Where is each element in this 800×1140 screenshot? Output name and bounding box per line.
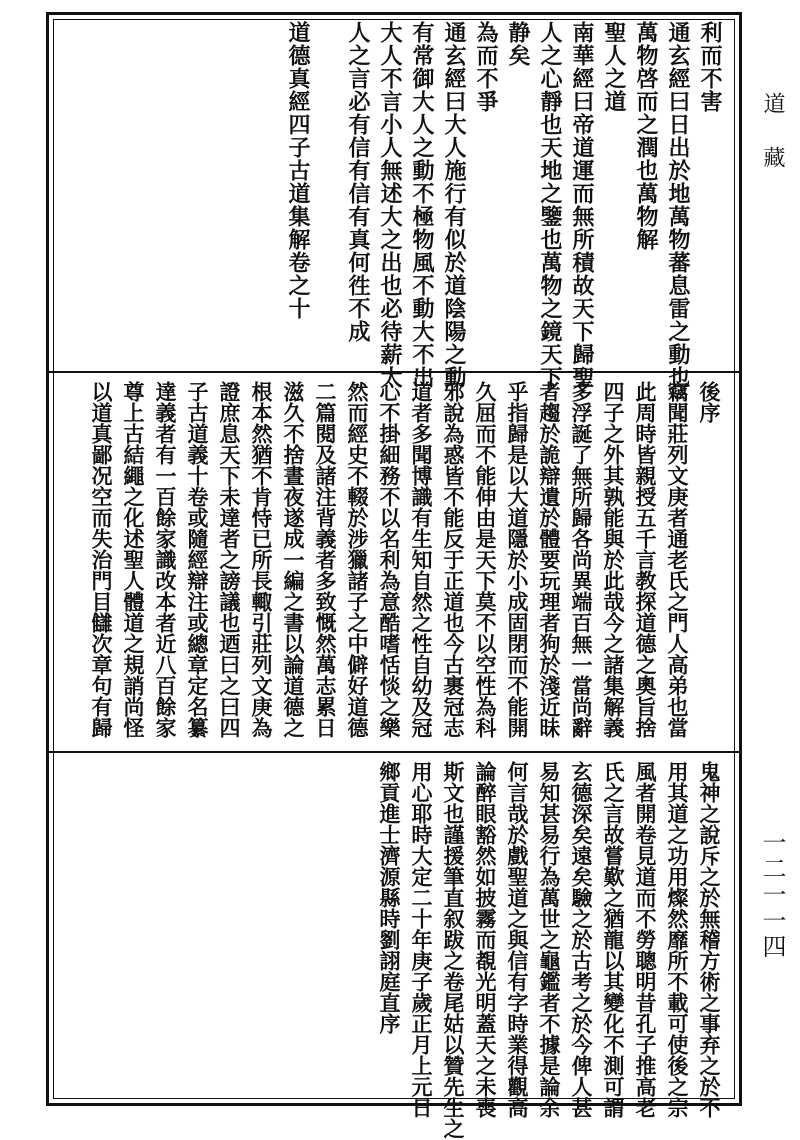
text-column: 達義者有一百餘家識改本者近八百餘家 [153, 381, 178, 738]
top-panel [49, 21, 739, 389]
text-column: 大人不言小人無述大之出也必待薪大 [377, 21, 403, 389]
text-column: 此周時皆親授五千言教探道德之奧旨捨 [633, 381, 658, 738]
text-column: 斯文也謹援筆直叙跋之卷尾姑以贊先生之 [441, 761, 466, 1139]
volume-title: 道德真經四子古道集解卷之十 [285, 21, 311, 320]
text-column: 聖人之道 [601, 21, 627, 113]
postface-heading: 後序 [697, 381, 722, 423]
text-column: 南華經曰帝道運而無所積故天下歸聖 [569, 21, 595, 389]
text-column: 以道真鄙况空而失治門目讎次章句有歸 [89, 381, 114, 738]
text-column: 萬物啓而之潤也萬物解 [633, 21, 659, 251]
text-column: 根本然猶不肯恃已所長輙引莊列文庚為 [249, 381, 274, 738]
text-column: 玄德深矣遠矣驗之於古考之於今俾人甚 [569, 761, 594, 1118]
text-column: 人之言必有信有信有真何徃不成 [345, 21, 371, 343]
text-column: 為而不爭 [473, 21, 499, 113]
signature-line: 鄉貢進士濟源縣時劉詡庭直序 [377, 761, 402, 1034]
page-frame [46, 12, 742, 1139]
text-column: 用心耶時大定二十年庚子歲正月上元日 [409, 761, 434, 1118]
text-column: 何言哉於戲聖道之與信有字時業得觀高 [505, 761, 530, 1118]
canon-label: 道藏 [760, 92, 785, 200]
text-column: 通玄經曰大人施行有似於道陰陽之動 [441, 21, 467, 389]
text-column: 二篇閱及諸注背義者多致慨然萬志累日 [313, 381, 338, 738]
section-divider [49, 751, 739, 753]
text-column: 尊上古結繩之化述聖人體道之規誚尚怪 [121, 381, 146, 738]
middle-panel [49, 381, 739, 747]
text-column: 久屈而不能伸由是天下莫不以空性為科 [473, 381, 498, 738]
text-column: 乎指歸是以大道隱於小成固閉而不能開 [505, 381, 530, 738]
text-column: 有常御大人之動不極物風不動大不出 [409, 21, 435, 389]
text-column: 道者多聞博識有生知自然之性自幼及冠 [409, 381, 434, 738]
text-column: 證庶息天下未達者之謗議也迺曰之曰四 [217, 381, 242, 738]
page-number: 一二一一四 [758, 830, 786, 960]
text-column: 心不掛細務不以名利為意酷嗜恬惔之樂 [377, 381, 402, 738]
text-column: 多浮誕了無所歸各尚異端百無一當尚辭 [569, 381, 594, 738]
bottom-panel [49, 761, 739, 1139]
text-column: 鬼神之說斥之於無稽方術之事弃之於不 [697, 761, 722, 1118]
text-column: 用其道之功用燦然靡所不載可使後之宗 [665, 761, 690, 1118]
text-column: 風者開卷見道而不勞聰明昔孔子推高老 [633, 761, 658, 1118]
text-column: 論醉眼豁然如披霧而覩光明蓋天之未喪 [473, 761, 498, 1118]
text-column: 者趨於詭辯遺於體要玩理者狗於淺近昧 [537, 381, 562, 738]
text-column: 静矣 [505, 21, 531, 67]
text-column: 易知甚易行為萬世之龜鑑者不據是論余 [537, 761, 562, 1118]
text-column: 子古道義十卷或隨經辯注或總章定名纂 [185, 381, 210, 738]
text-column: 利而不害 [697, 21, 723, 113]
text-column: 通玄經曰日出於地萬物蕃息雷之動也 [665, 21, 691, 389]
text-column: 滋久不捨晝夜遂成一編之書以論道德之 [281, 381, 306, 738]
text-column: 邪說為惑皆不能反于正道也今古裹冠志 [441, 381, 466, 738]
text-column: 人之心靜也天地之鑒也萬物之鏡天下 [537, 21, 563, 389]
text-column: 竊聞莊列文庚者通老氏之門人高弟也當 [665, 381, 690, 738]
text-column: 四子之外其孰能與於此哉今之諸集解義 [601, 381, 626, 738]
section-divider [49, 371, 739, 373]
text-column: 氏之言故嘗歎之猶龍以其變化不測可謂 [601, 761, 626, 1118]
text-column: 然而經史不輟於涉獵諸子之中僻好道德 [345, 381, 370, 738]
